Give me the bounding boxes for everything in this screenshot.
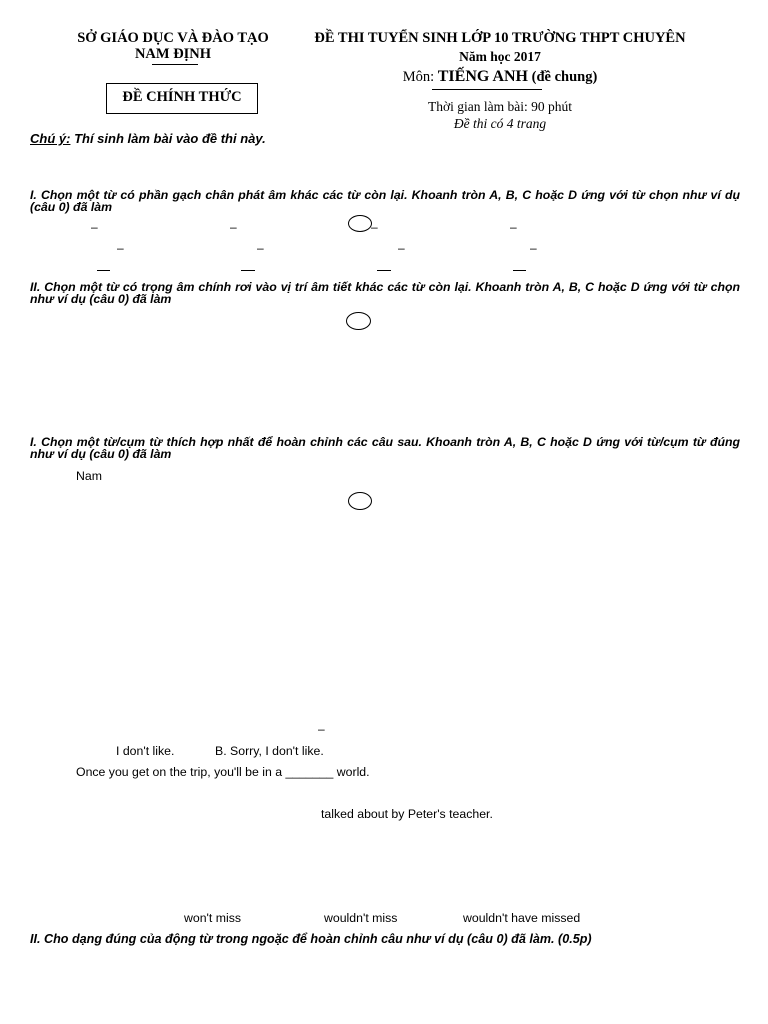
underline-mark: – [510,220,517,234]
department-city: NAM ĐỊNH [134,46,212,62]
example-answer-circle [348,492,372,510]
subject-line [300,68,700,86]
department-name: SỞ GIÁO DỤC VÀ ĐÀO TẠO [77,30,269,46]
option-fragment: B. Sorry, I don't like. [215,744,324,758]
example-name: Nam [76,469,102,483]
option-fragment: I don't like. [116,744,175,758]
subject-name: TIẾNG ANH [437,68,528,85]
underline-mark: – [230,220,237,234]
example-answer-circle [346,312,371,330]
option-fragment: wouldn't miss [324,911,398,925]
exam-title: ĐỀ THI TUYỂN SINH LỚP 10 TRƯỜNG THPT CHUYÊN [314,30,686,46]
underline-mark: – [91,220,98,234]
section-completion-instruction: I. Chọn một từ/cụm từ thích hợp nhất để hoàn chỉnh các câu sau. Khoanh tròn A, B, C hoặc D ứng với từ/cụm từ đúng như ví dụ (câu 0) đã làm [30,435,740,461]
underline-mark: – [257,241,264,255]
underline-mark [513,270,526,271]
subject-underline [432,89,542,90]
underline-mark [377,270,391,271]
subject-label: Môn: [402,69,435,85]
official-exam-label: ĐỀ CHÍNH THỨC [122,89,242,105]
option-fragment: wouldn't have missed [463,911,581,925]
department-underline [152,64,198,65]
page-count: Đề thi có 4 trang [453,116,547,131]
underline-mark: – [371,220,378,234]
section-pronunciation-instruction: I. Chọn một từ có phần gạch chân phát âm khác các từ còn lại. Khoanh tròn A, B, C hoặc D ứng với từ chọn như ví dụ (câu 0) đã làm [30,188,740,214]
underline-mark: – [117,241,124,255]
underline-mark: – [318,722,325,736]
example-answer-circle [348,215,372,232]
subject-note: (đề chung) [531,69,598,85]
section-verb-form-instruction: II. Cho dạng đúng của động từ trong ngoặc để hoàn chỉnh câu như ví dụ (câu 0) đã làm. (0.5p) [30,932,592,946]
note-label: Chú ý: [30,131,71,146]
note-text: Thí sinh làm bài vào đề thi này. [74,131,266,146]
underline-mark [97,270,110,271]
underline-mark: – [530,241,537,255]
option-fragment: won't miss [184,911,242,925]
question-sentence: Once you get on the trip, you'll be in a _______ world. [76,765,370,779]
candidate-note [30,131,266,146]
section-stress-instruction: II. Chọn một từ có trọng âm chính rơi vào vị trí âm tiết khác các từ còn lại. Khoanh tròn A, B, C hoặc D ứng với từ chọn như ví dụ (câu 0) đã làm [30,280,740,306]
exam-time: Thời gian làm bài: 90 phút [428,99,572,114]
sentence-fragment: talked about by Peter's teacher. [321,807,493,821]
school-year: Năm học 2017 [459,49,541,64]
underline-mark [241,270,255,271]
underline-mark: – [398,241,405,255]
